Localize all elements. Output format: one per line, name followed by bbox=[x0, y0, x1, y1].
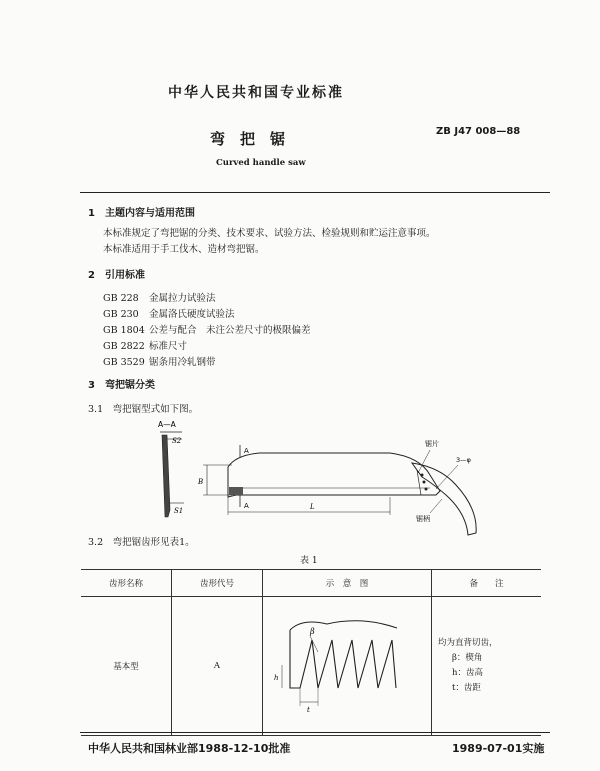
tooth-code-cell: A bbox=[172, 597, 263, 736]
table-caption: 表 1 bbox=[300, 556, 318, 566]
section-2-title: 2 引用标准 bbox=[88, 270, 145, 281]
section-1-para-1: 本标准规定了弯把锯的分类、技术要求、试验方法、检验规则和贮运注意事项。 bbox=[103, 228, 436, 239]
footer-rule bbox=[80, 732, 550, 733]
s1-label: S1 bbox=[174, 507, 184, 515]
rivet-hole bbox=[423, 481, 426, 484]
english-title: Curved handle saw bbox=[216, 158, 306, 168]
s2-label: S2 bbox=[172, 437, 182, 445]
teeth-marks bbox=[229, 487, 243, 495]
rivet-hole bbox=[425, 488, 428, 491]
rivet-hole bbox=[421, 474, 424, 477]
reference-name: 锯条用冷轧钢带 bbox=[149, 357, 216, 368]
dimension-l-label: L bbox=[310, 503, 315, 511]
section-label: A—A bbox=[158, 420, 176, 429]
reference-name: 公差与配合 未注公差尺寸的极限偏差 bbox=[149, 325, 311, 336]
h-label: h bbox=[274, 673, 279, 682]
col-header: 齿形代号 bbox=[172, 570, 263, 597]
handle-joint bbox=[417, 470, 421, 495]
col-header: 示 意 图 bbox=[263, 570, 432, 597]
blade-cross-section bbox=[162, 435, 170, 517]
reference-name: 标准尺寸 bbox=[149, 341, 188, 352]
handle-leader bbox=[430, 499, 442, 513]
reference-item bbox=[103, 322, 311, 336]
tooth-diagram-cell bbox=[263, 597, 432, 736]
reference-code: GB 230 bbox=[103, 309, 139, 320]
tooth-form-table bbox=[81, 569, 541, 736]
beta-label: β bbox=[310, 626, 315, 636]
reference-item bbox=[103, 338, 187, 352]
section-3-2-text: 3.2 弯把锯齿形见表1。 bbox=[88, 537, 195, 548]
document-title: 弯 把 锯 bbox=[210, 130, 286, 148]
section-a-bottom-label: A bbox=[244, 502, 249, 510]
section-3-title: 3 弯把锯分类 bbox=[88, 380, 155, 391]
dim-label: 3—φ bbox=[456, 456, 471, 464]
reference-name: 金属拉力试验法 bbox=[149, 293, 216, 304]
remark-line: t：齿距 bbox=[452, 683, 481, 693]
remarks-cell bbox=[432, 597, 542, 736]
t-label: t bbox=[307, 705, 310, 714]
reference-name: 金属洛氏硬度试验法 bbox=[149, 309, 235, 320]
reference-code: GB 2822 bbox=[103, 341, 145, 352]
section-a-top-label: A bbox=[244, 447, 249, 455]
section-1-title: 1 主题内容与适用范围 bbox=[88, 208, 195, 219]
tooth-profile bbox=[290, 630, 396, 688]
blade-label: 锯片 bbox=[425, 440, 439, 448]
tooth-back-outline bbox=[290, 620, 397, 629]
tooth-name-cell: 基本型 bbox=[81, 597, 172, 736]
reference-code: GB 3529 bbox=[103, 357, 145, 368]
section-3-1-text: 3.1 弯把锯型式如下图。 bbox=[88, 404, 199, 415]
section-1-para-2: 本标准适用于手工伐木、造材弯把锯。 bbox=[103, 244, 265, 255]
col-header: 备 注 bbox=[432, 570, 542, 597]
footer-effective: 1989-07-01实施 bbox=[452, 742, 545, 755]
col-header: 齿形名称 bbox=[81, 570, 172, 597]
footer-issuer: 中华人民共和国林业部1988-12-10批准 bbox=[88, 742, 291, 755]
saw-figure bbox=[140, 415, 510, 540]
reference-code: GB 228 bbox=[103, 293, 139, 304]
table-header-row bbox=[81, 570, 541, 597]
reference-item bbox=[103, 306, 235, 320]
table-row bbox=[81, 597, 541, 736]
remark-line: β：楔角 bbox=[452, 653, 483, 663]
reference-code: GB 1804 bbox=[103, 325, 145, 336]
remark-line: h：齿高 bbox=[452, 668, 483, 678]
dimension-b-label: B bbox=[198, 478, 204, 486]
org-standard-title: 中华人民共和国专业标准 bbox=[168, 85, 344, 101]
dim-leader bbox=[436, 465, 458, 489]
tooth-diagram bbox=[272, 610, 422, 720]
saw-blade bbox=[228, 453, 440, 497]
standard-number: ZB J47 008—88 bbox=[436, 126, 521, 137]
handle-label: 锯柄 bbox=[416, 515, 430, 523]
reference-item bbox=[103, 354, 216, 368]
header-rule bbox=[80, 192, 550, 193]
remark-line: 均为直背切齿， bbox=[438, 638, 498, 648]
blade-leader bbox=[418, 450, 430, 473]
reference-item bbox=[103, 290, 216, 304]
